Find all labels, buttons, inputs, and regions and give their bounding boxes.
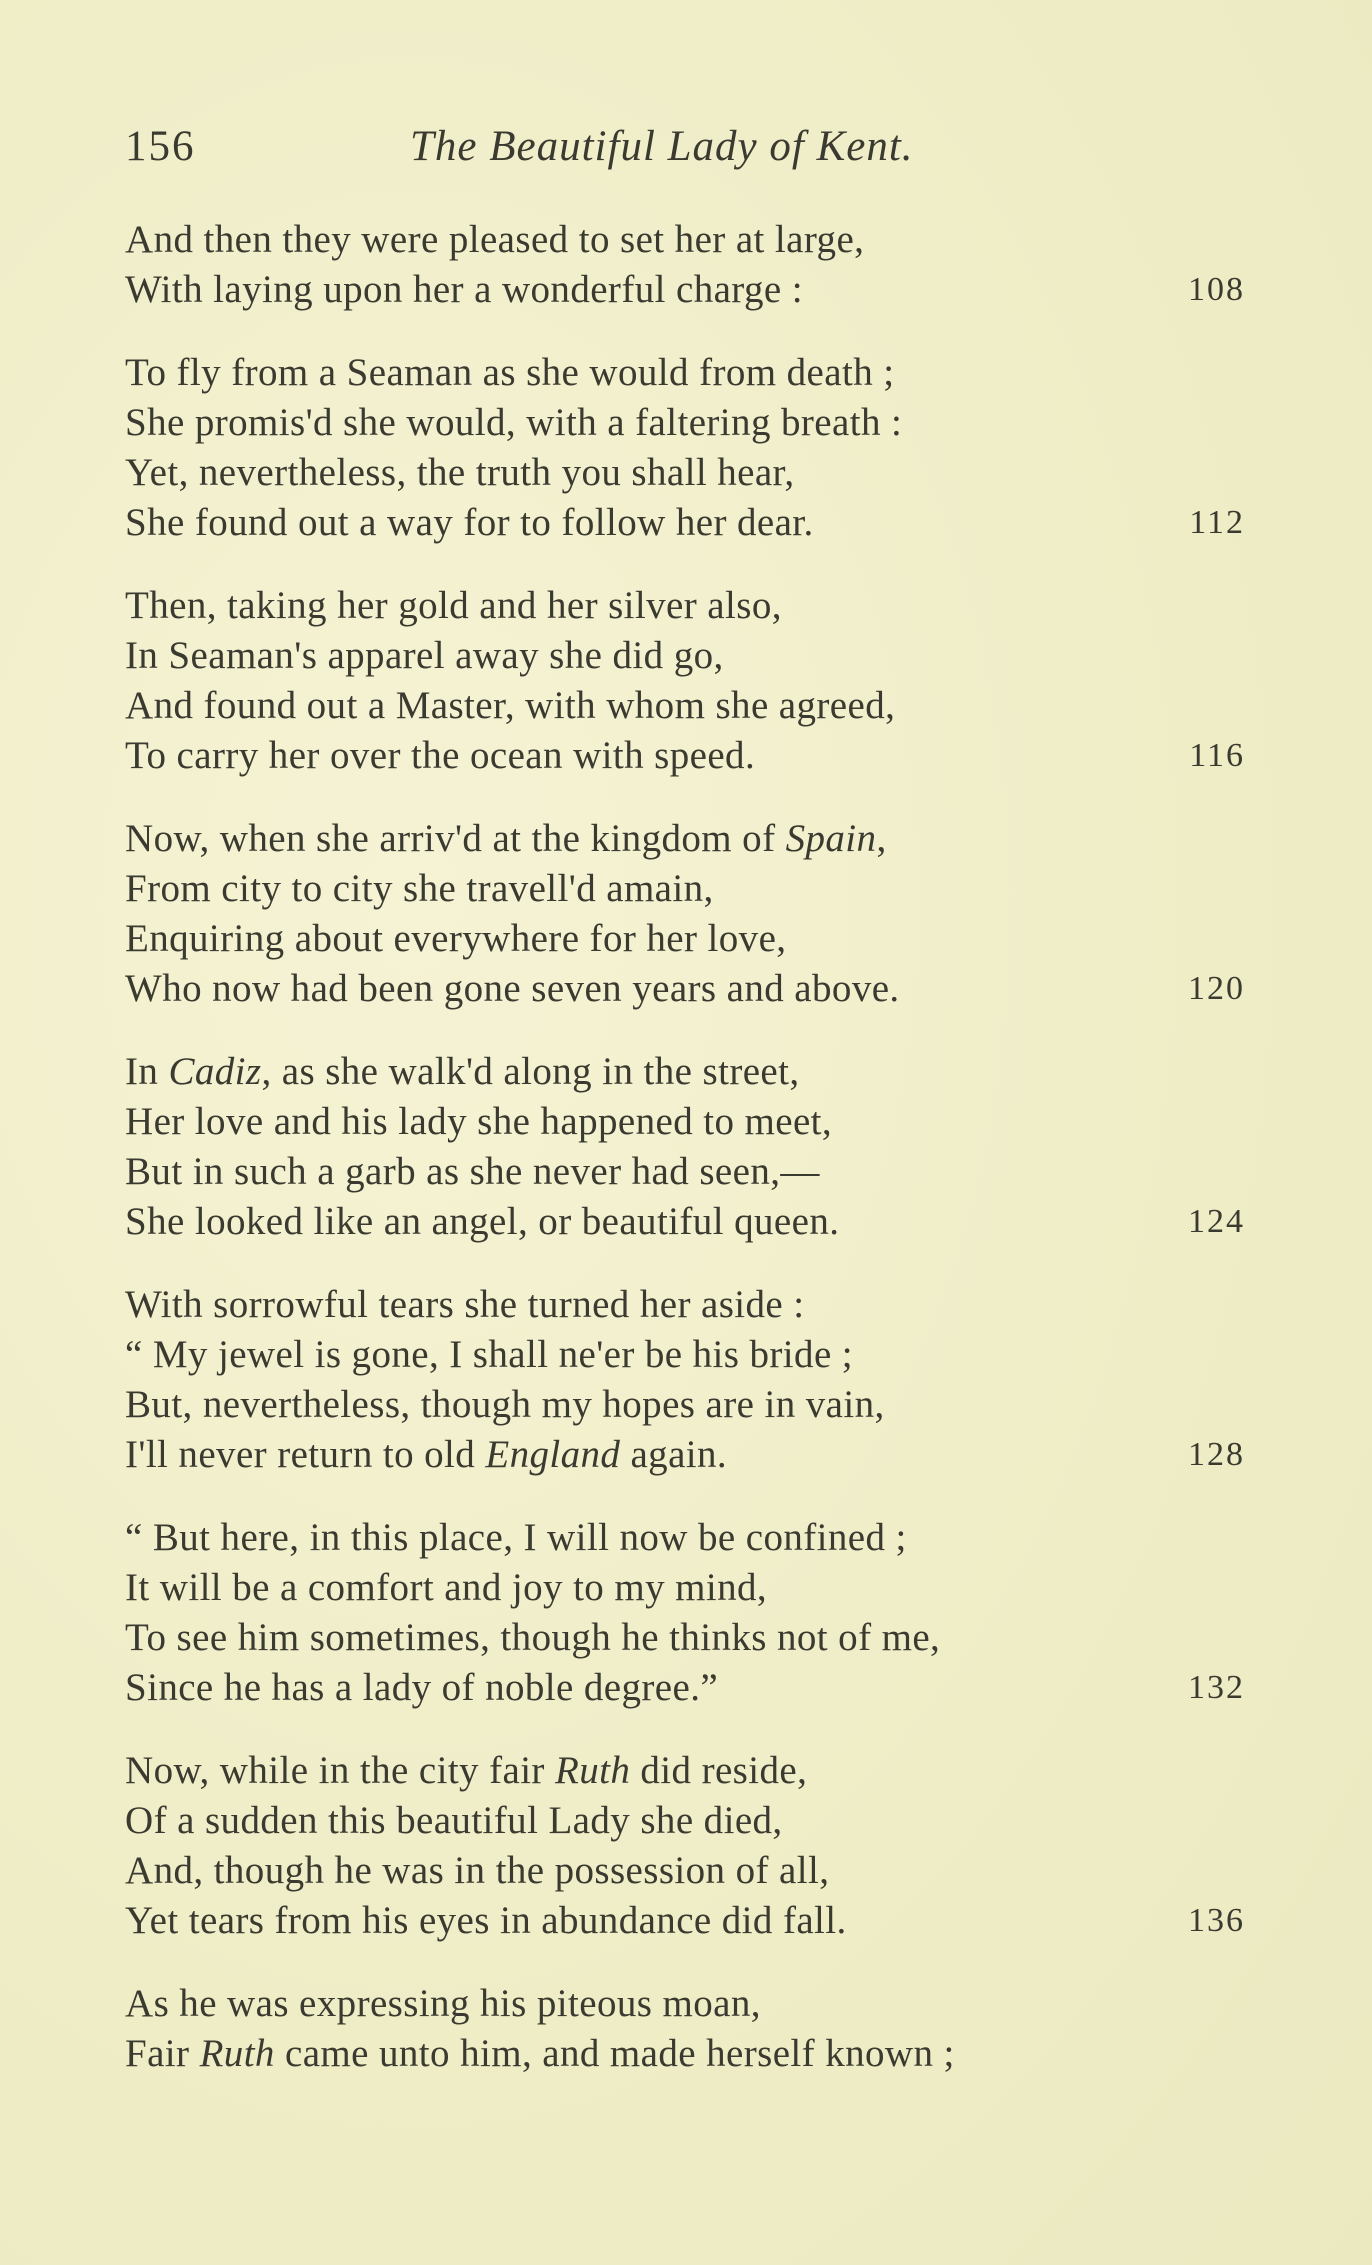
verse-line xyxy=(125,964,1245,1014)
verse-text: With sorrowful tears she turned her aside : xyxy=(125,1283,805,1326)
stanza xyxy=(125,1979,1245,2079)
line-number: 128 xyxy=(1188,1436,1245,1473)
line-number: 116 xyxy=(1189,737,1245,774)
stanza xyxy=(125,1280,1245,1480)
verse-line xyxy=(125,1097,1245,1147)
verse-text: She found out a way for to follow her dear. xyxy=(125,501,814,544)
verse-line xyxy=(125,265,1245,315)
verse-line xyxy=(125,1430,1245,1480)
verse-line xyxy=(125,1613,1245,1663)
verse-line xyxy=(125,2029,1245,2079)
verse-line xyxy=(125,1380,1245,1430)
verse-line xyxy=(125,681,1245,731)
verse-text: Enquiring about everywhere for her love, xyxy=(125,917,787,960)
running-title: The Beautiful Lady of Kent. xyxy=(410,123,914,170)
verse-line xyxy=(125,814,1245,864)
verse-text: With laying upon her a wonderful charge : xyxy=(125,268,803,311)
poem-body xyxy=(125,215,1245,2112)
verse-text: Yet, nevertheless, the truth you shall hear, xyxy=(125,451,795,494)
verse-text: again. xyxy=(620,1433,728,1476)
verse-text: did reside, xyxy=(630,1749,808,1792)
italic-proper-noun: Spain xyxy=(785,817,877,860)
stanza xyxy=(125,581,1245,781)
verse-text: Her love and his lady she happened to meet, xyxy=(125,1100,833,1143)
verse-text: came unto him, and made herself known ; xyxy=(274,2032,955,2075)
page-number: 156 xyxy=(125,123,196,170)
verse-line xyxy=(125,215,1245,265)
verse-text: To fly from a Seaman as she would from death ; xyxy=(125,351,895,394)
verse-text: From city to city she travell'd amain, xyxy=(125,867,714,910)
line-number: 108 xyxy=(1188,271,1245,308)
verse-line xyxy=(125,448,1245,498)
page-header xyxy=(125,122,1245,182)
verse-text: Now, when she arriv'd at the kingdom of xyxy=(125,817,786,860)
stanza xyxy=(125,1047,1245,1247)
verse-text: Then, taking her gold and her silver also, xyxy=(125,584,782,627)
verse-text: In Seaman's apparel away she did go, xyxy=(125,634,724,677)
verse-line xyxy=(125,1663,1245,1713)
verse-text: But in such a garb as she never had seen,— xyxy=(125,1150,820,1193)
line-number: 112 xyxy=(1189,504,1245,541)
verse-line xyxy=(125,1047,1245,1097)
verse-line xyxy=(125,581,1245,631)
verse-line xyxy=(125,1796,1245,1846)
line-number: 124 xyxy=(1188,1203,1245,1240)
verse-text: “ But here, in this place, I will now be confined ; xyxy=(125,1516,907,1559)
line-number: 136 xyxy=(1188,1902,1245,1939)
italic-proper-noun: England xyxy=(485,1433,621,1476)
verse-text: Now, while in the city fair xyxy=(125,1749,555,1792)
verse-text: And then they were pleased to set her at large, xyxy=(125,218,865,261)
italic-proper-noun: Ruth xyxy=(554,1749,631,1792)
verse-line xyxy=(125,1846,1245,1896)
verse-line xyxy=(125,498,1245,548)
stanza xyxy=(125,348,1245,548)
verse-text: It will be a comfort and joy to my mind, xyxy=(125,1566,768,1609)
verse-text: Since he has a lady of noble degree.” xyxy=(125,1666,719,1709)
italic-proper-noun: Ruth xyxy=(199,2032,275,2075)
verse-text: But, nevertheless, though my hopes are in vain, xyxy=(125,1383,885,1426)
verse-line xyxy=(125,1280,1245,1330)
verse-line xyxy=(125,1896,1245,1946)
verse-text: In xyxy=(125,1050,169,1093)
verse-text: Fair xyxy=(125,2032,200,2075)
verse-line xyxy=(125,1979,1245,2029)
verse-line xyxy=(125,398,1245,448)
verse-text: To see him sometimes, though he thinks not of me, xyxy=(125,1616,941,1659)
stanza xyxy=(125,215,1245,315)
line-number: 120 xyxy=(1188,970,1245,1007)
stanza xyxy=(125,1513,1245,1713)
verse-line xyxy=(125,631,1245,681)
verse-text: To carry her over the ocean with speed. xyxy=(125,734,756,777)
verse-line xyxy=(125,914,1245,964)
stanza xyxy=(125,1746,1245,1946)
line-number: 132 xyxy=(1188,1669,1245,1706)
verse-line xyxy=(125,1746,1245,1796)
stanza xyxy=(125,814,1245,1014)
verse-line xyxy=(125,1330,1245,1380)
italic-proper-noun: Cadiz xyxy=(168,1050,262,1093)
verse-text: As he was expressing his piteous moan, xyxy=(125,1982,761,2025)
verse-text: , xyxy=(876,817,887,860)
verse-text: Of a sudden this beautiful Lady she died, xyxy=(125,1799,783,1842)
verse-text: “ My jewel is gone, I shall ne'er be his bride ; xyxy=(125,1333,854,1376)
verse-line xyxy=(125,864,1245,914)
verse-text: I'll never return to old xyxy=(125,1433,486,1476)
verse-text: , as she walk'd along in the street, xyxy=(261,1050,800,1093)
verse-line xyxy=(125,731,1245,781)
verse-text: And found out a Master, with whom she agreed, xyxy=(125,684,896,727)
verse-text: Who now had been gone seven years and above. xyxy=(125,967,900,1010)
verse-text: And, though he was in the possession of all, xyxy=(125,1849,830,1892)
verse-text: She promis'd she would, with a faltering breath : xyxy=(125,401,903,444)
verse-line xyxy=(125,1513,1245,1563)
verse-text: Yet tears from his eyes in abundance did fall. xyxy=(125,1899,847,1942)
verse-line xyxy=(125,1563,1245,1613)
verse-line xyxy=(125,348,1245,398)
verse-line xyxy=(125,1197,1245,1247)
verse-text: She looked like an angel, or beautiful queen. xyxy=(125,1200,840,1243)
verse-line xyxy=(125,1147,1245,1197)
